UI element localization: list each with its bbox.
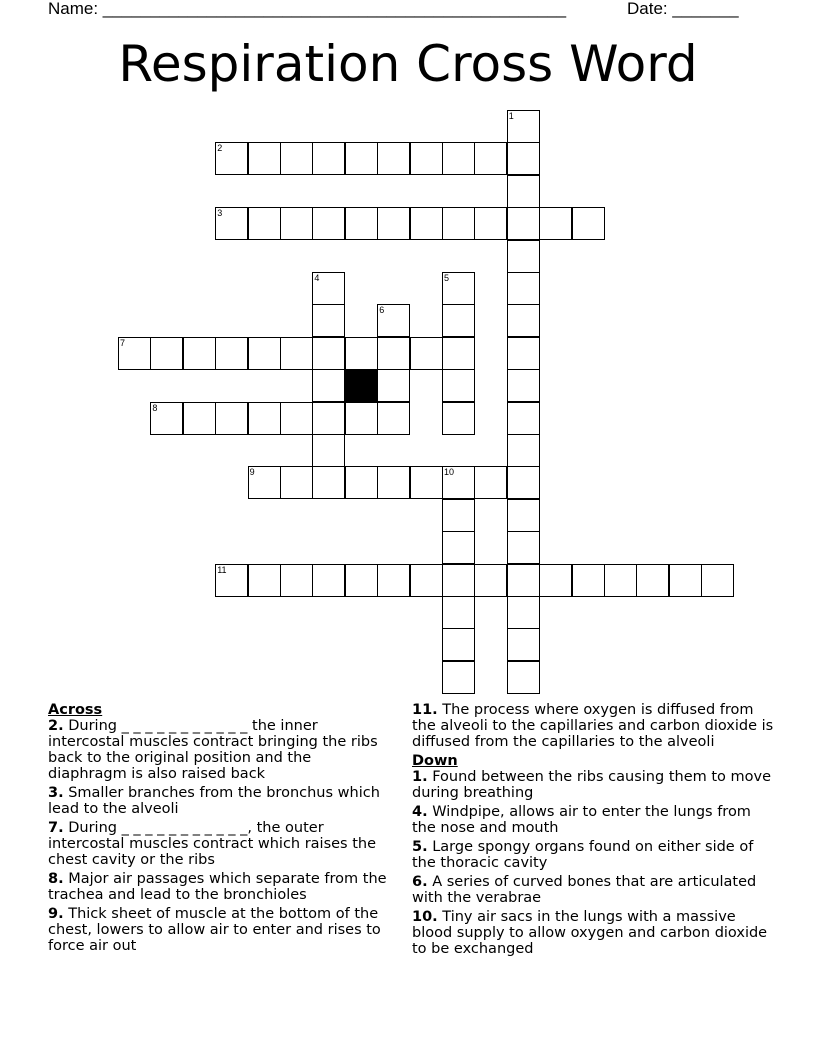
clue-across-8: 8. Major air passages which separate from the trachea and lead to the bronchioles bbox=[48, 871, 387, 903]
crossword-cell[interactable] bbox=[345, 564, 378, 597]
across-heading: Across bbox=[48, 702, 103, 718]
crossword-cell[interactable] bbox=[377, 337, 410, 370]
crossword-cell[interactable] bbox=[345, 207, 378, 240]
crossword-cell[interactable] bbox=[312, 369, 345, 402]
crossword-cell[interactable] bbox=[215, 337, 248, 370]
crossword-cell[interactable] bbox=[539, 207, 572, 240]
cell-number: 3 bbox=[217, 208, 223, 219]
clue-down-10: 10. Tiny air sacs in the lungs with a massive blood supply to allow oxygen and carbon dioxide to be exchanged bbox=[412, 909, 768, 957]
crossword-cell[interactable] bbox=[669, 564, 702, 597]
crossword-cell[interactable] bbox=[507, 628, 540, 661]
crossword-cell[interactable] bbox=[312, 434, 345, 467]
name-field: Name: _________________________________________________ bbox=[48, 0, 567, 18]
cell-number: 7 bbox=[120, 337, 126, 348]
crossword-cell[interactable] bbox=[507, 207, 540, 240]
date-field: Date: _______ bbox=[627, 0, 739, 18]
crossword-cell[interactable] bbox=[118, 337, 151, 370]
crossword-cell[interactable] bbox=[312, 564, 345, 597]
crossword-cell[interactable] bbox=[442, 628, 475, 661]
crossword-cell[interactable] bbox=[183, 337, 216, 370]
crossword-cell[interactable] bbox=[507, 434, 540, 467]
crossword-cell[interactable] bbox=[507, 564, 540, 597]
clue-across-3: 3. Smaller branches from the bronchus which lead to the alveoli bbox=[48, 785, 380, 817]
crossword-cell[interactable] bbox=[377, 369, 410, 402]
clue-across-2: 2. During _ _ _ _ _ _ _ _ _ _ _ the inner intercostal muscles contract bringing the ribs back to the original position and the diaphragm is also raised back bbox=[48, 718, 378, 782]
clue-down-1: 1. Found between the ribs causing them to move during breathing bbox=[412, 769, 772, 801]
crossword-cell[interactable] bbox=[442, 304, 475, 337]
crossword-cell[interactable] bbox=[410, 564, 443, 597]
crossword-cell[interactable] bbox=[507, 110, 540, 143]
crossword-cell[interactable] bbox=[474, 466, 507, 499]
crossword-cell[interactable] bbox=[345, 466, 378, 499]
crossword-cell[interactable] bbox=[280, 207, 313, 240]
clue-down-5: 5. Large spongy organs found on either side of the thoracic cavity bbox=[412, 839, 754, 871]
crossword-cell[interactable] bbox=[150, 337, 183, 370]
crossword-cell[interactable] bbox=[474, 142, 507, 175]
crossword-cell[interactable] bbox=[410, 466, 443, 499]
crossword-cell[interactable] bbox=[215, 564, 248, 597]
crossword-cell[interactable] bbox=[636, 564, 669, 597]
clue-down-6: 6. A series of curved bones that are articulated with the verabrae bbox=[412, 874, 757, 906]
cell-number: 6 bbox=[379, 305, 385, 316]
crossword-cell[interactable] bbox=[507, 499, 540, 532]
crossword-cell[interactable] bbox=[248, 207, 281, 240]
crossword-cell[interactable] bbox=[507, 175, 540, 208]
crossword-cell[interactable] bbox=[215, 207, 248, 240]
crossword-cell[interactable] bbox=[442, 531, 475, 564]
crossword-cell[interactable] bbox=[442, 661, 475, 694]
crossword-cell[interactable] bbox=[248, 564, 281, 597]
crossword-cell[interactable] bbox=[215, 142, 248, 175]
crossword-cell[interactable] bbox=[410, 207, 443, 240]
cell-number: 2 bbox=[217, 143, 223, 154]
down-heading: Down bbox=[412, 753, 458, 769]
crossword-cell[interactable] bbox=[442, 402, 475, 435]
cell-number: 5 bbox=[444, 273, 450, 283]
crossword-cell[interactable] bbox=[507, 369, 540, 402]
crossword-cell[interactable] bbox=[150, 402, 183, 435]
crossword-cell[interactable] bbox=[442, 564, 475, 597]
crossword-cell[interactable] bbox=[280, 402, 313, 435]
crossword-cell[interactable] bbox=[442, 207, 475, 240]
crossword-cell[interactable] bbox=[507, 661, 540, 694]
crossword-cell[interactable] bbox=[377, 402, 410, 435]
crossword-cell[interactable] bbox=[507, 337, 540, 370]
clues-right-column bbox=[412, 702, 777, 960]
crossword-cell[interactable] bbox=[345, 142, 378, 175]
cell-number: 9 bbox=[249, 467, 255, 478]
crossword-cell[interactable] bbox=[442, 337, 475, 370]
crossword-cell[interactable] bbox=[539, 564, 572, 597]
crossword-cell[interactable] bbox=[604, 564, 637, 597]
crossword-cell[interactable] bbox=[474, 564, 507, 597]
clue-across-7: 7. During _ _ _ _ _ _ _ _ _ _ _, the outer intercostal muscles contract which raises the chest cavity or the ribs bbox=[48, 820, 377, 868]
crossword-cell[interactable] bbox=[442, 369, 475, 402]
crossword-cell[interactable] bbox=[377, 304, 410, 337]
crossword-cell[interactable] bbox=[507, 466, 540, 499]
cell-number: 11 bbox=[217, 564, 227, 575]
crossword-cell[interactable] bbox=[410, 142, 443, 175]
crossword-cell[interactable] bbox=[312, 466, 345, 499]
crossword-cell[interactable] bbox=[280, 337, 313, 370]
crossword-cell[interactable] bbox=[215, 402, 248, 435]
crossword-cell[interactable] bbox=[507, 240, 540, 273]
crossword-cell[interactable] bbox=[507, 272, 540, 305]
cell-number: 4 bbox=[314, 273, 320, 283]
crossword-cell[interactable] bbox=[312, 272, 345, 305]
crossword-cell[interactable] bbox=[280, 466, 313, 499]
crossword-cell[interactable] bbox=[248, 337, 281, 370]
crossword-cell[interactable] bbox=[280, 142, 313, 175]
crossword-cell[interactable] bbox=[572, 207, 605, 240]
crossword-cell[interactable] bbox=[312, 337, 345, 370]
crossword-cell[interactable] bbox=[345, 337, 378, 370]
crossword-cell[interactable] bbox=[377, 142, 410, 175]
crossword-cell[interactable] bbox=[410, 337, 443, 370]
crossword-cell[interactable] bbox=[442, 499, 475, 532]
crossword-cell[interactable] bbox=[442, 596, 475, 629]
crossword-cell[interactable] bbox=[312, 304, 345, 337]
clue-down-4: 4. Windpipe, allows air to enter the lungs from the nose and mouth bbox=[412, 804, 751, 836]
crossword-cell[interactable] bbox=[442, 466, 475, 499]
crossword-cell[interactable] bbox=[183, 402, 216, 435]
crossword-cell[interactable] bbox=[442, 272, 475, 305]
crossword-cell[interactable] bbox=[442, 142, 475, 175]
cell-number: 1 bbox=[508, 111, 514, 121]
crossword-cell[interactable] bbox=[312, 207, 345, 240]
crossword-cell[interactable] bbox=[280, 564, 313, 597]
crossword-cell[interactable] bbox=[377, 466, 410, 499]
clue-across-11: 11. The process where oxygen is diffused from the alveoli to the capillaries and carbon dioxide is diffused from the capillaries to the alveoli bbox=[412, 702, 774, 750]
page-title: Respiration Cross Word bbox=[118, 35, 698, 93]
crossword-black-cell bbox=[345, 369, 378, 402]
crossword-cell[interactable] bbox=[248, 142, 281, 175]
crossword-cell[interactable] bbox=[507, 531, 540, 564]
cell-number: 8 bbox=[152, 402, 158, 413]
crossword-cell[interactable] bbox=[248, 466, 281, 499]
crossword-cell[interactable] bbox=[474, 207, 507, 240]
clue-across-9: 9. Thick sheet of muscle at the bottom of the chest, lowers to allow air to enter and rises to force air out bbox=[48, 906, 381, 954]
crossword-cell[interactable] bbox=[507, 142, 540, 175]
crossword-cell[interactable] bbox=[507, 304, 540, 337]
crossword-cell[interactable] bbox=[507, 402, 540, 435]
crossword-cell[interactable] bbox=[345, 402, 378, 435]
crossword-cell[interactable] bbox=[312, 142, 345, 175]
crossword-cell[interactable] bbox=[507, 596, 540, 629]
cell-number: 10 bbox=[444, 467, 455, 478]
crossword-cell[interactable] bbox=[572, 564, 605, 597]
clues-left-column bbox=[48, 702, 393, 957]
crossword-cell[interactable] bbox=[377, 564, 410, 597]
crossword-cell[interactable] bbox=[701, 564, 734, 597]
crossword-cell[interactable] bbox=[248, 402, 281, 435]
crossword-cell[interactable] bbox=[312, 402, 345, 435]
crossword-cell[interactable] bbox=[377, 207, 410, 240]
